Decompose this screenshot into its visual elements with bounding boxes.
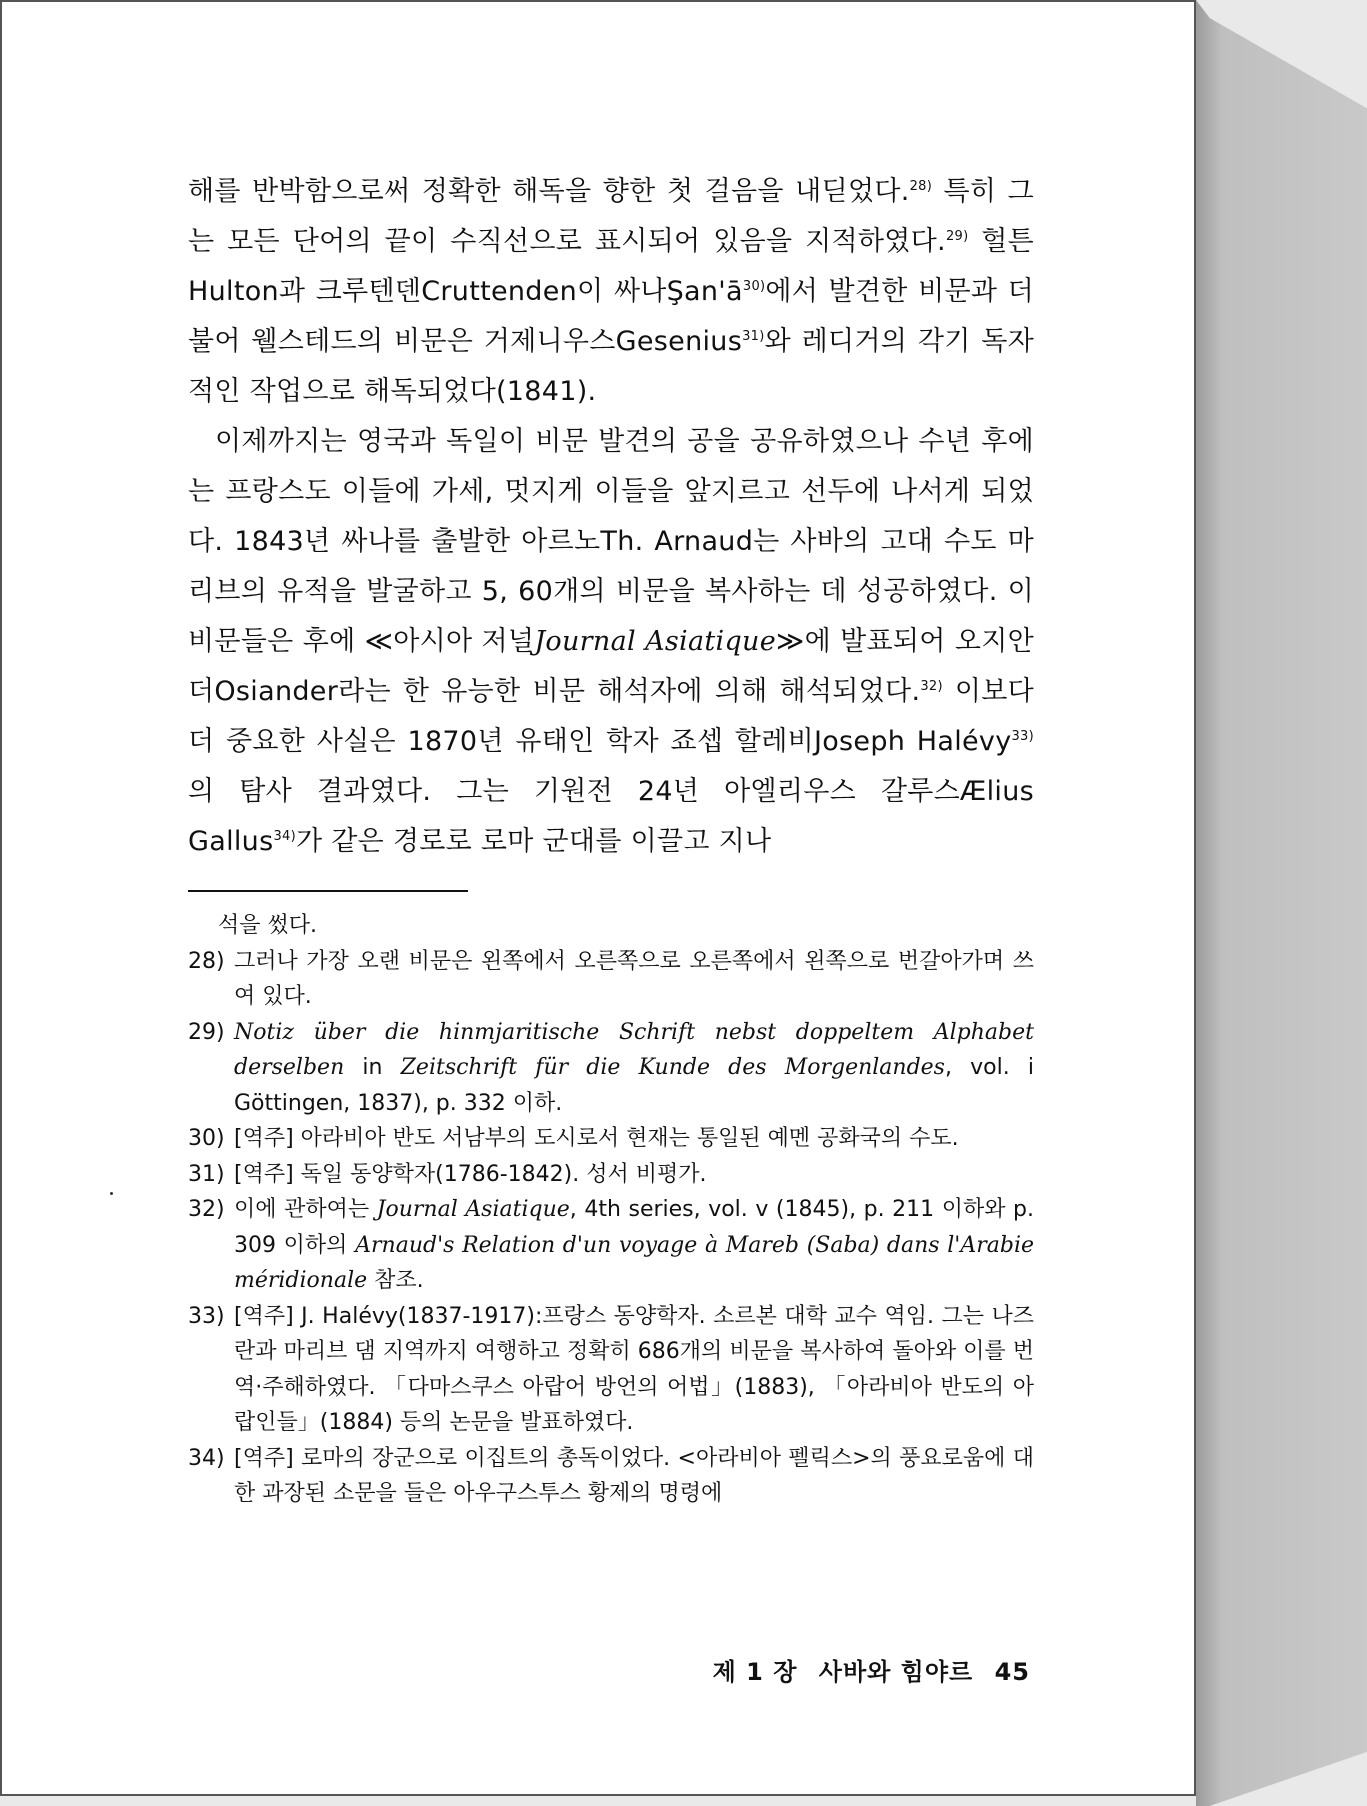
main-text (188, 167, 1034, 867)
footnotes (188, 908, 1034, 1512)
footnote-ref-34: 34) (273, 829, 296, 844)
footnote-text: [역주] 아라비아 반도 서남부의 도시로서 현재는 통일된 예멘 공화국의 수도. (234, 1126, 959, 1151)
footnote-text: 그러나 가장 오랜 비문은 왼쪽에서 오른쪽으로 오른쪽에서 왼쪽으로 번갈아가며 쓰여 있다. (234, 948, 1034, 1009)
footnote-ref-29: 29) (945, 229, 969, 244)
footnote-ref-30: 30) (742, 279, 766, 294)
footnote-ref-33: 33) (1011, 729, 1034, 744)
footnote-number: 28) (188, 948, 225, 974)
footnote-number: 31) (188, 1161, 225, 1187)
footnote-number: 34) (188, 1445, 225, 1471)
paragraph-2: 이제까지는 영국과 독일이 비문 발견의 공을 공유하였으나 수년 후에는 프랑스도 이들에 가세, 멋지게 이들을 앞지르고 선두에 나서게 되었다. 1843년 싸나를 출발한 아르노Th. Arnaud는 사바의 고대 수도 마리브의 유적을 발굴하고 5, 60개의 비문을 복사하는 데 성공하였다. 이 비문들은 후에 ≪아시아 저널Journal Asiatique≫에 발표되어 오지안더Osiander라는 한 유능한 비문 해석자에 의해 해석되었다.$^{32)}$ 이보다 더 중요한 사실은 1870년 유태인 학자 죠셉 할레비Joseph Halévy$^{33)}$의 탐사 결과였다. 그는 기원전 24년 아엘리우스 갈루스Ælius Gallus$^{34)}$가 같은 경로로 로마 군대를 이끌고 지나 (188, 426, 1035, 857)
footnote-32 (188, 1192, 1034, 1299)
footnote-text: 이에 관하여는 Journal Asiatique, 4th series, vol. v (1845), p. 211 이하와 p. 309 이하의 Arnaud's Relation d'un voyage à Mareb (Saba) dans l'Arabie méridionale 참조. (234, 1197, 1035, 1293)
footnote-29 (188, 1015, 1034, 1122)
footnote-text: [역주] J. Halévy(1837-1917):프랑스 동양학자. 소르본 대학 교수 역임. 그는 나즈란과 마리브 댐 지역까지 여행하고 정확히 686개의 비문을 복사하여 돌아와 이를 번역·주해하였다. 「다마스쿠스 아랍어 방언의 어법」(1883), 「아라비아 반도의 아랍인들」(1884) 등의 논문을 발표하였다. (234, 1303, 1034, 1435)
footnote-divider (188, 890, 468, 892)
page-number: 45 (994, 1658, 1030, 1686)
footnote-number: 30) (188, 1126, 225, 1151)
paragraph-1: 해를 반박함으로써 정확한 해독을 향한 첫 걸음을 내딛었다.$^{28)}$ 특히 그는 모든 단어의 끝이 수직선으로 표시되어 있음을 지적하였다.$^{29)}$ 헐튼Hulton과 크루텐덴Cruttenden이 싸나$Şan'ā^{30)}$에서 발견한 비문과 더불어 웰스테드의 비문은 거제니우스Gesenius$^{31)}$와 레디거의 각기 독자적인 작업으로 해독되었다(1841). (188, 176, 1035, 407)
footnote-continuation: 석을 썼다. (218, 913, 317, 938)
footnote-31 (188, 1157, 1034, 1193)
footnote-ref-32: 32) (920, 679, 943, 694)
footnote-30 (188, 1121, 1034, 1157)
running-footer (713, 1652, 1030, 1687)
chapter-title: 사바와 힘야르 (818, 1658, 974, 1686)
chapter-label: 제 1 장 (712, 1658, 798, 1686)
page-stack-edge (1196, 0, 1367, 1806)
footnote-text: [역주] 독일 동양학자(1786-1842). 성서 비평가. (234, 1161, 707, 1187)
scan-speck (110, 1192, 113, 1195)
footnote-text: [역주] 로마의 장군으로 이집트의 총독이었다. <아라비아 펠릭스>의 풍요로움에 대한 과장된 소문을 들은 아우구스투스 황제의 명령에 (234, 1445, 1034, 1506)
journal-title: Journal Asiatique (534, 626, 777, 657)
footnote-34 (188, 1441, 1034, 1512)
footnote-33 (188, 1299, 1034, 1441)
footnote-text: Notiz über die hinmjaritische Schrift nebst doppeltem Alphabet derselben in Zeitschrift für die Kunde des Morgenlandes, vol. i Göttingen, 1837), p. 332 이하. (234, 1019, 1034, 1116)
footnote-28 (188, 944, 1034, 1015)
footnote-number: 29) (188, 1019, 225, 1045)
footnote-number: 33) (188, 1303, 225, 1329)
footnote-ref-31: 31) (742, 329, 765, 344)
footnote-ref-28: 28) (909, 179, 933, 194)
footnote-number: 32) (188, 1197, 225, 1222)
